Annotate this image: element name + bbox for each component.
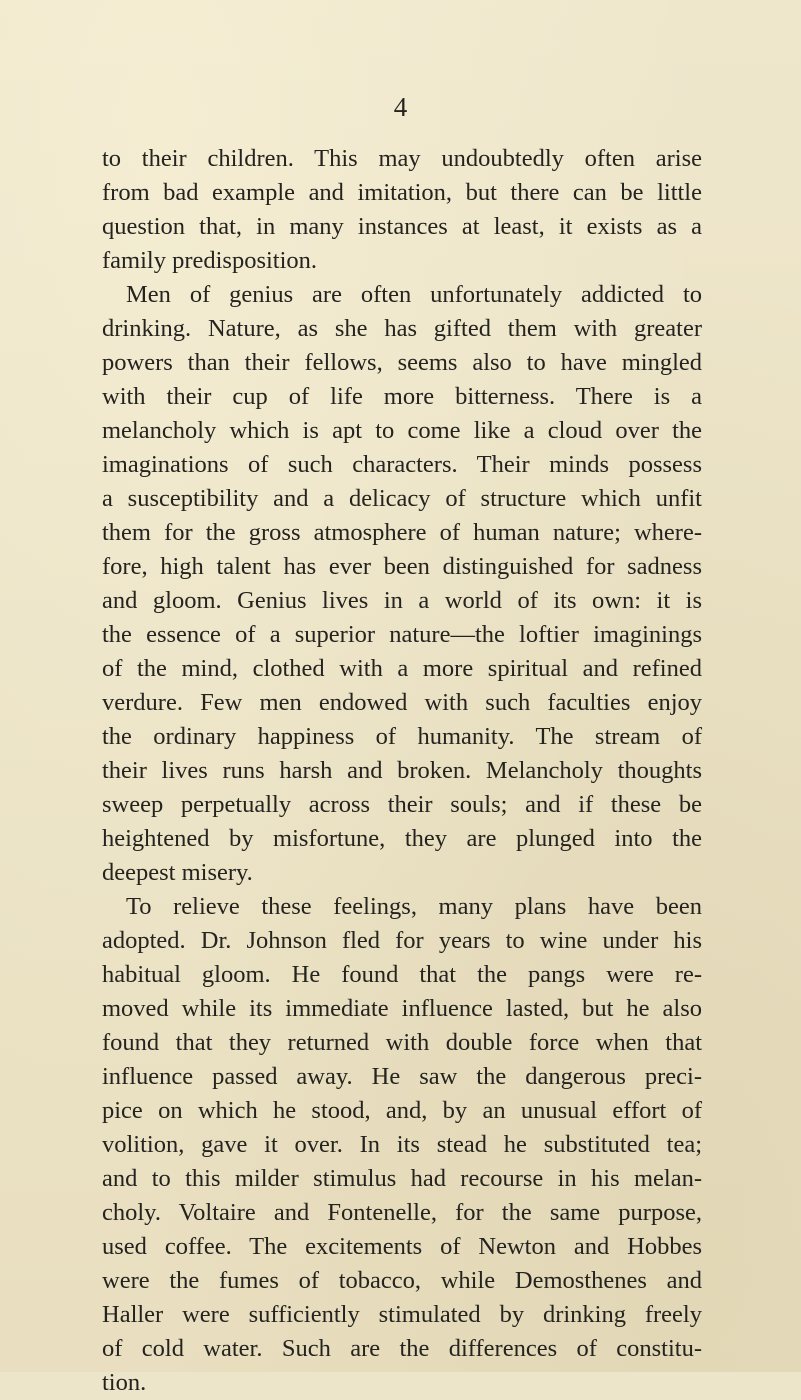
text-line: influence passed away. He saw the dangerous preci- — [102, 1063, 702, 1090]
text-line: imaginations of such characters. Their minds possess — [102, 451, 702, 478]
text-line: Men of genius are often unfortunately addicted to — [126, 281, 702, 308]
text-line: verdure. Few men endowed with such faculties enjoy — [102, 689, 702, 716]
text-line: the essence of a superior nature—the loftier imaginings — [102, 621, 702, 648]
text-line: sweep perpetually across their souls; and if these be — [102, 791, 702, 818]
text-line: were the fumes of tobacco, while Demosthenes and — [102, 1267, 702, 1294]
text-line: the ordinary happiness of humanity. The stream of — [102, 723, 702, 750]
text-line: to their children. This may undoubtedly often arise — [102, 145, 702, 172]
text-line: Haller were sufficiently stimulated by drinking freely — [102, 1301, 702, 1328]
text-line: drinking. Nature, as she has gifted them with greater — [102, 315, 702, 342]
text-line: of the mind, clothed with a more spiritual and refined — [102, 655, 702, 682]
text-line: choly. Voltaire and Fontenelle, for the same purpose, — [102, 1199, 702, 1226]
text-line: of cold water. Such are the differences of constitu- — [102, 1335, 702, 1362]
text-line: from bad example and imitation, but there can be little — [102, 179, 702, 206]
text-line: fore, high talent has ever been distinguished for sadness — [102, 553, 702, 580]
text-line: their lives runs harsh and broken. Melancholy thoughts — [102, 757, 702, 784]
text-line: and to this milder stimulus had recourse in his melan- — [102, 1165, 702, 1192]
text-line: them for the gross atmosphere of human nature; where- — [102, 519, 702, 546]
text-line: powers than their fellows, seems also to have mingled — [102, 349, 702, 376]
text-line: family predisposition. — [102, 247, 318, 274]
text-line: habitual gloom. He found that the pangs were re- — [102, 961, 702, 988]
text-line: found that they returned with double force when that — [102, 1029, 702, 1056]
text-line: question that, in many instances at least, it exists as a — [102, 213, 702, 240]
page-number: 4 — [393, 92, 408, 122]
text-line: heightened by misfortune, they are plunged into the — [102, 825, 702, 852]
text-line: To relieve these feelings, many plans have been — [126, 893, 702, 920]
text-line: tion. — [102, 1369, 147, 1396]
text-line: volition, gave it over. In its stead he substituted tea; — [102, 1131, 702, 1158]
text-line: used coffee. The excitements of Newton and Hobbes — [102, 1233, 702, 1260]
text-line: adopted. Dr. Johnson fled for years to wine under his — [102, 927, 702, 954]
text-line: moved while its immediate influence lasted, but he also — [102, 995, 702, 1022]
text-line: deepest misery. — [102, 859, 253, 886]
text-line: pice on which he stood, and, by an unusual effort of — [102, 1097, 702, 1124]
text-line: melancholy which is apt to come like a cloud over the — [102, 417, 702, 444]
text-line: and gloom. Genius lives in a world of its own: it is — [102, 587, 702, 614]
text-line: with their cup of life more bitterness. There is a — [102, 383, 702, 410]
body-text — [102, 142, 702, 1400]
text-line: a susceptibility and a delicacy of structure which unfit — [102, 485, 702, 512]
